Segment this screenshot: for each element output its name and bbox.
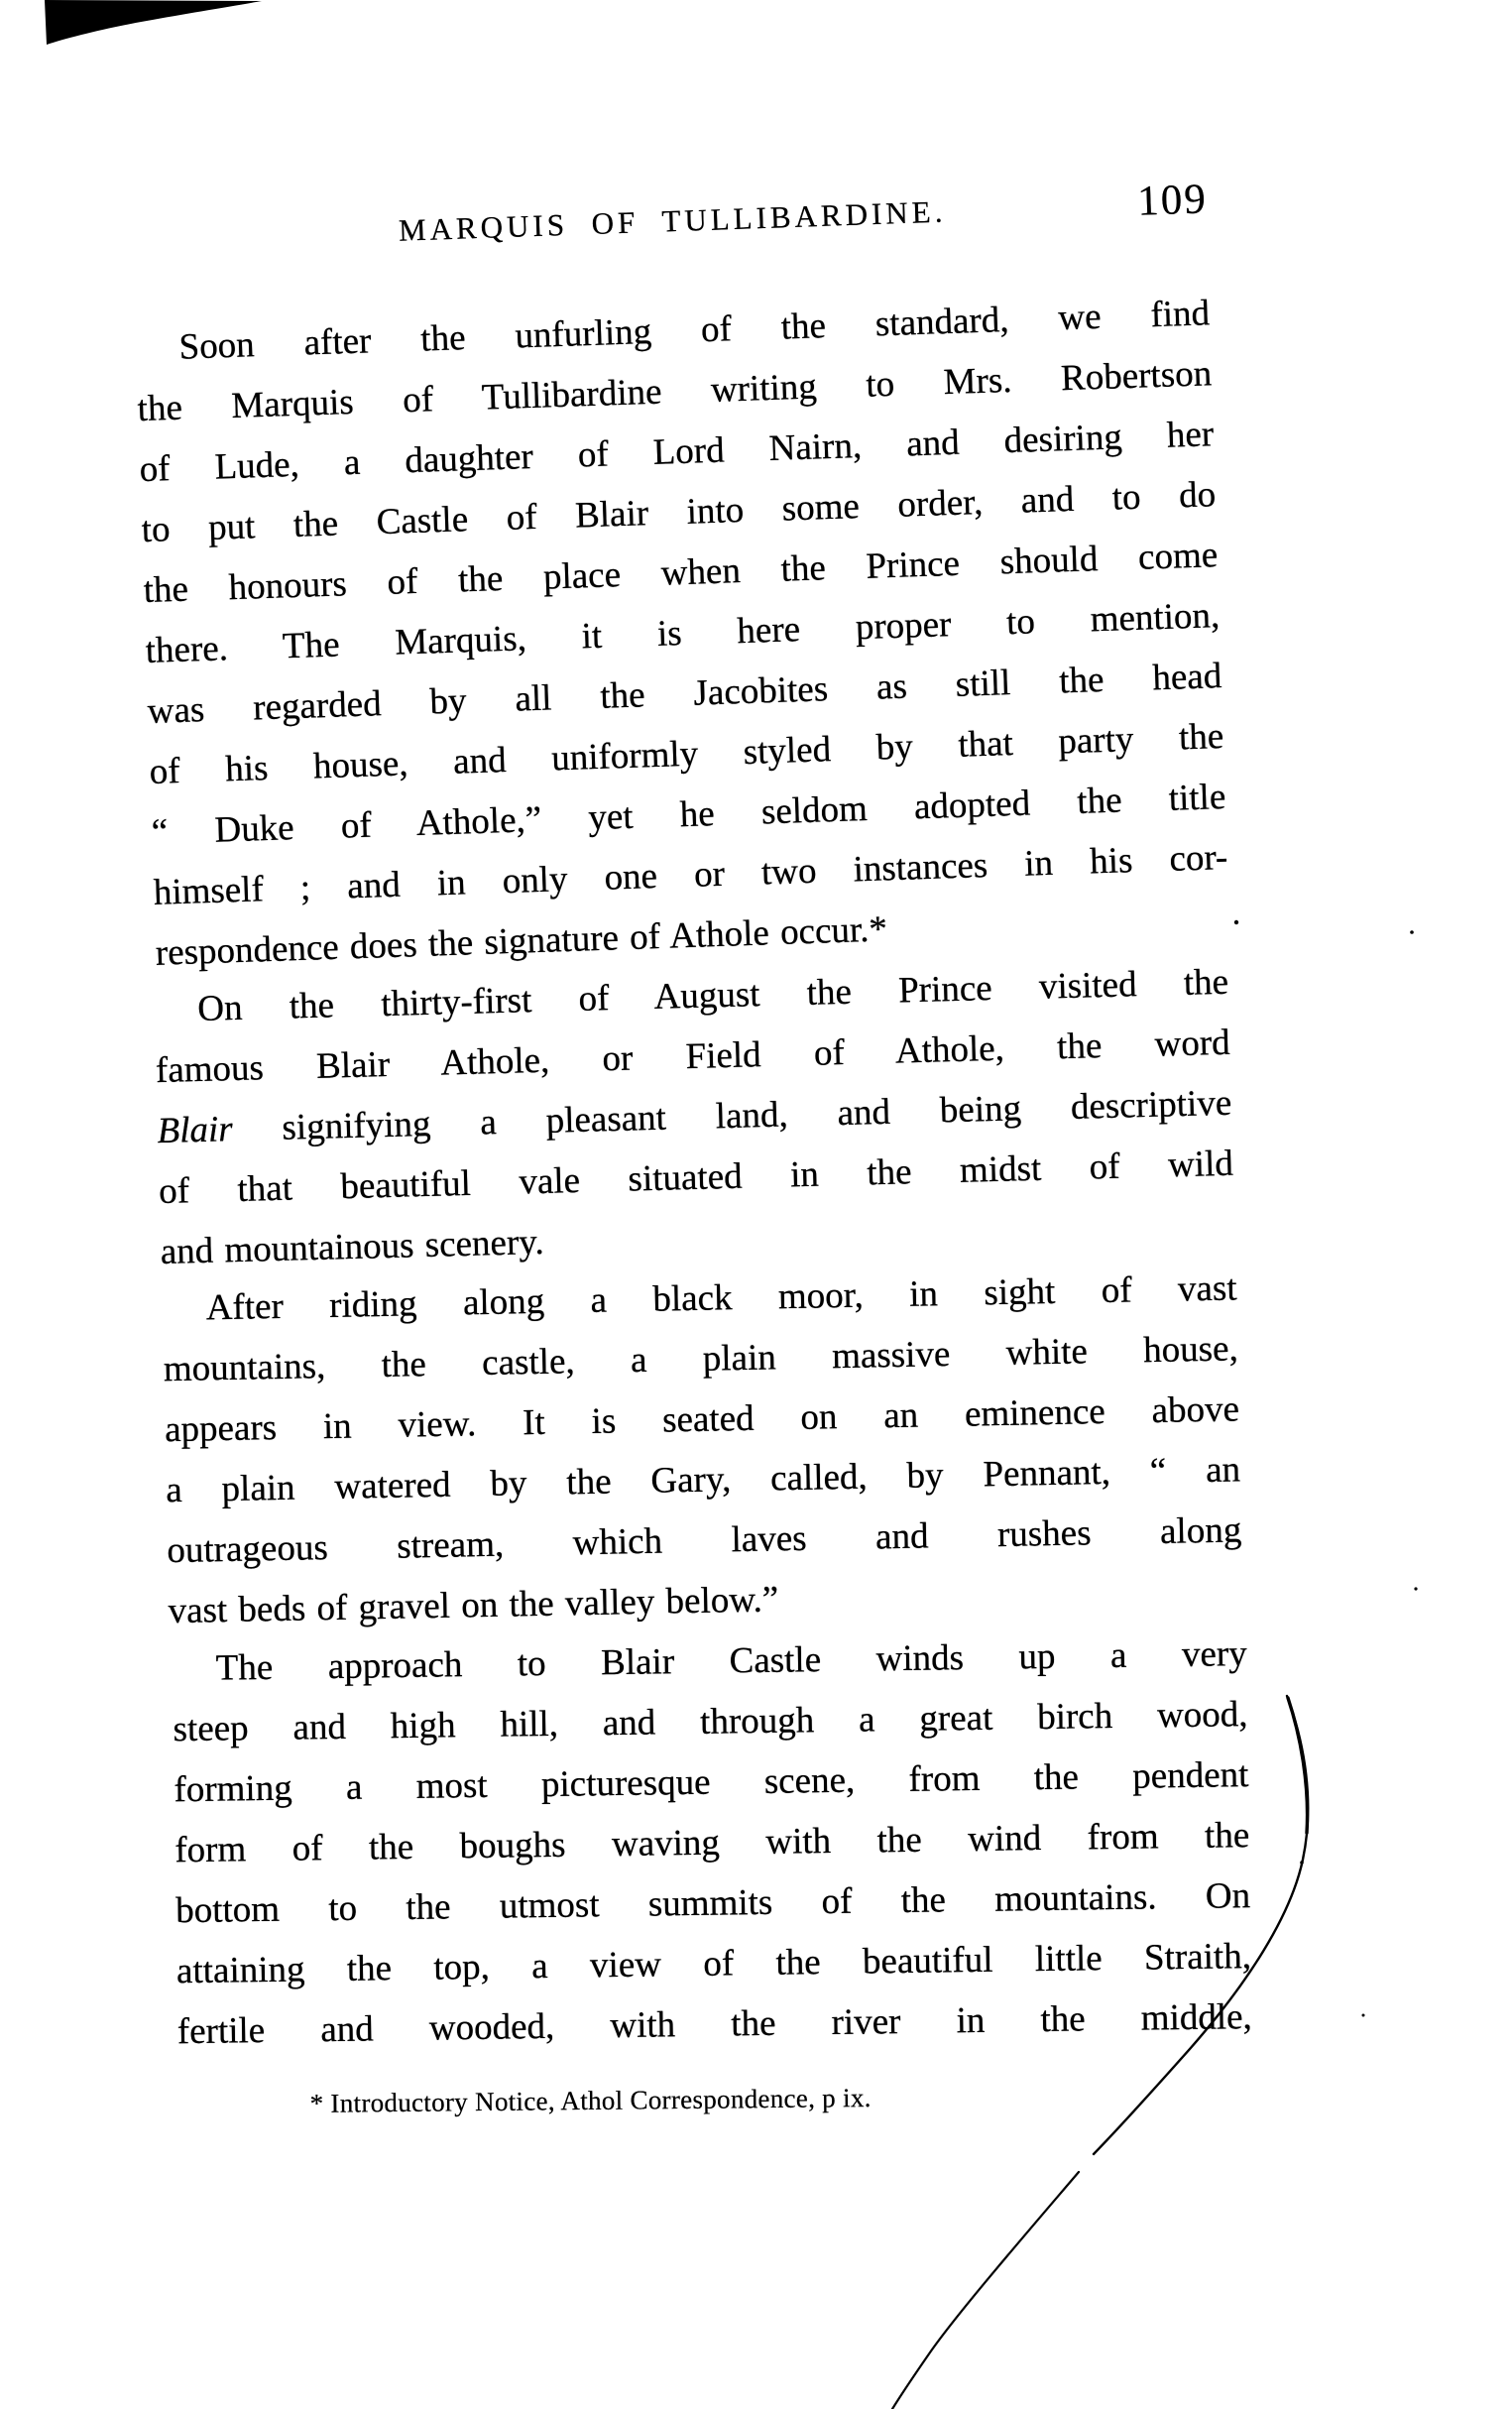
text-line: attaining the top, a view of the beautiful little Straith, [175, 1936, 1252, 1992]
scan-speck [1414, 1587, 1417, 1590]
text-line: Blair signifying a pleasant land, and being descriptive [157, 1082, 1232, 1152]
paragraph [154, 952, 1236, 1282]
scan-blotch-top-left [45, 0, 262, 45]
text-line: the Marquis of Tullibardine writing to Mrs. Robertson [136, 353, 1213, 430]
text-line: famous Blair Athole, or Field of Athole, the word [155, 1022, 1231, 1092]
text-line: the honours of the place when the Prince should come [143, 535, 1219, 612]
running-title: MARQUIS OF TULLIBARDINE. [398, 193, 947, 248]
text-line: of his house, and uniformly styled by that party the [149, 716, 1224, 792]
text-line: of Lude, a daughter of Lord Nairn, and desiring her [139, 414, 1215, 491]
paragraph [162, 1258, 1243, 1641]
text-line: vast beds of gravel on the valley below.” [168, 1579, 779, 1632]
scan-speck [1234, 920, 1238, 924]
page-content [135, 176, 1256, 2128]
text-line: bottom to the utmost summits of the mountains. On [174, 1875, 1251, 1932]
text-line: was regarded by all the Jacobites as still the head [147, 656, 1222, 732]
text-line: himself ; and in only one or two instances in his cor- [153, 836, 1228, 913]
scan-speck [1300, 1861, 1304, 1865]
text-line: steep and high hill, and through a great birch wood, [173, 1694, 1248, 1750]
text-line: After riding along a black moor, in sight of vast [205, 1267, 1237, 1329]
hairline-scratch-top-thick [1288, 1698, 1308, 1833]
text-line: form of the boughs waving with the wind from the [174, 1815, 1250, 1871]
text-line: mountains, the castle, a plain massive white house, [163, 1328, 1239, 1390]
text-line: respondence does the signature of Athole occur.* [155, 908, 888, 974]
text-line: there. The Marquis, it is here proper to mention, [145, 595, 1221, 672]
text-line: to put the Castle of Blair into some order, and to do [141, 474, 1217, 551]
text-line: fertile and wooded, with the river in the middle, [176, 1996, 1253, 2053]
text-line: a plain watered by the Gary, called, by Pennant, “ an [165, 1449, 1241, 1511]
text-line: The approach to Blair Castle winds up a very [215, 1633, 1247, 1689]
hairline-scratch-lower [892, 2172, 1079, 2409]
paragraph [135, 283, 1231, 984]
footnote: * Introductory Notice, Athol Correspondence, p ix. [309, 2082, 872, 2118]
paragraph [172, 1624, 1252, 2062]
text-line: of that beautiful vale situated in the midst of wild [158, 1143, 1234, 1213]
text-line: forming a most picturesque scene, from the pendent [174, 1754, 1249, 1811]
scan-speck [1410, 930, 1414, 934]
page-number: 109 [1136, 176, 1209, 225]
text-line: and mountainous scenery. [160, 1221, 545, 1273]
text-line: outrageous stream, which laves and rushes along [167, 1509, 1242, 1572]
page-header [135, 176, 1211, 274]
text-line: “ Duke of Athole,” yet he seldom adopted the title [151, 776, 1226, 853]
scan-speck [1362, 2014, 1365, 2017]
text-line: On the thirty-first of August the Prince visited the [196, 961, 1229, 1029]
text-block [137, 288, 1254, 2068]
text-line: Soon after the unfurling of the standard, we find [177, 293, 1211, 368]
text-line: appears in view. It is seated on an eminence above [164, 1388, 1240, 1451]
